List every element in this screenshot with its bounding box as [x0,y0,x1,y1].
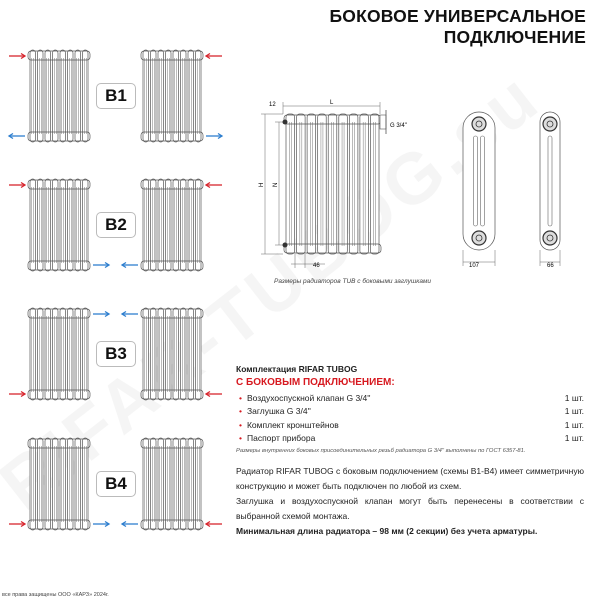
dim-pitch: 46 [313,263,320,269]
dim-depth-2col: 66 [547,263,554,269]
page-title [329,6,586,48]
kit-note: Размеры внутренних боковых присоединительных резьб радиатора G 3/4'' выполнены по ГОСТ 6357-81. [236,448,526,454]
supply-arrow-icon [9,183,25,188]
title-line-2: ПОДКЛЮЧЕНИЕ [443,27,586,47]
title-line-1: БОКОВОЕ УНИВЕРСАЛЬНОЕ [329,6,586,26]
bullet-icon: • [239,406,242,417]
front-view [261,102,386,268]
kit-item [236,405,584,419]
radiator-right [141,438,203,530]
kit-item-qty: 1 шт. [564,419,584,430]
return-arrow-icon [206,134,222,139]
radiator-right [141,179,203,271]
dim-length: L [330,100,334,106]
drawing-caption: Размеры радиаторов TUB с боковыми заглушками [274,278,432,285]
kit-section [236,364,584,454]
supply-arrow-icon [206,54,222,59]
scheme-label: B1 [96,83,136,109]
kit-item [236,391,584,405]
scheme-label: B2 [96,212,136,238]
kit-item-qty: 1 шт. [564,392,584,403]
kit-list [236,391,584,445]
return-arrow-icon [9,134,25,139]
radiator-right [141,50,203,142]
radiator-right [141,308,203,400]
radiator-left [28,50,90,142]
return-arrow-icon [93,263,109,268]
supply-arrow-icon [9,522,25,527]
kit-subheading: С БОКОВЫМ ПОДКЛЮЧЕНИЕМ: [236,377,395,388]
kit-item [236,432,584,446]
description-p1: Радиатор RIFAR TUBOG с боковым подключением (схемы B1-B4) имеет симметричную конструкцию и может быть подключен по любой из схем. [236,466,584,491]
side-view-4-column [463,112,495,266]
dim-thread: G 3/4'' [390,123,407,129]
bullet-icon: • [239,392,242,403]
return-arrow-icon [93,522,109,527]
kit-item-qty: 1 шт. [564,406,584,417]
side-view-2-column [540,112,560,266]
kit-item-qty: 1 шт. [564,433,584,444]
scheme-label: B4 [96,471,136,497]
description-p3: Минимальная длина радиатора – 98 мм (2 секции) без учета арматуры. [236,526,538,536]
kit-item [236,418,584,432]
radiator-left [28,438,90,530]
kit-item-label: Воздухоспускной клапан G 3/4'' [246,392,371,403]
description-p2: Заглушка и воздухоспускной клапан могут быть перенесены в соответствии с выбранной схемой монтажа. [236,496,584,521]
bullet-icon: • [239,419,242,430]
kit-heading: Комплектация RIFAR TUBOG [236,364,358,374]
radiator-left [28,308,90,400]
dim-height: H [259,182,265,187]
supply-arrow-icon [9,392,25,397]
return-arrow-icon [122,522,138,527]
bullet-icon: • [239,433,242,444]
scheme-label: B3 [96,341,136,367]
supply-arrow-icon [206,392,222,397]
return-arrow-icon [122,312,138,317]
supply-arrow-icon [206,522,222,527]
kit-item-name [236,393,371,403]
kit-item-label: Паспорт прибора [246,433,316,444]
supply-arrow-icon [9,54,25,59]
kit-item-name [236,433,315,443]
kit-item-name [236,406,311,416]
kit-item-label: Заглушка G 3/4'' [246,406,311,417]
dim-offset: 12 [269,102,276,108]
return-arrow-icon [93,312,109,317]
description [236,464,584,539]
copyright: все права защищены ООО «КАРЗ» 2024г. [2,592,109,598]
dim-axis: N [273,182,279,187]
radiator-left [28,179,90,271]
kit-item-label: Комплект кронштейнов [246,419,339,430]
kit-item-name [236,420,339,430]
return-arrow-icon [122,263,138,268]
dim-depth-4col: 107 [469,263,480,269]
supply-arrow-icon [206,183,222,188]
dimension-drawing [255,92,595,277]
